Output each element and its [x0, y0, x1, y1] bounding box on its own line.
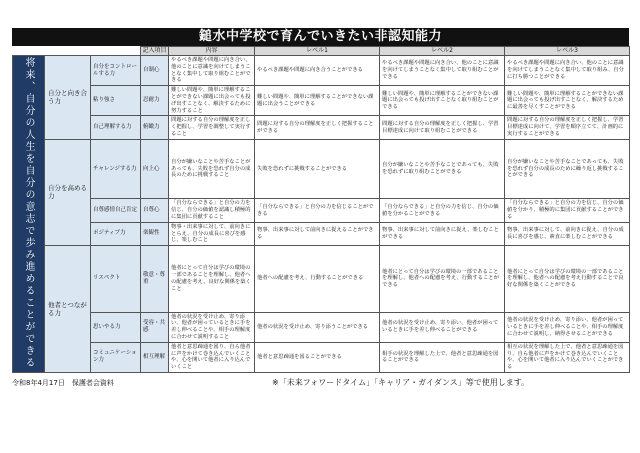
- item-label: 楽観性: [141, 222, 169, 245]
- level3-cell: 「自分ならできる」と自分の力を信じ、自分の価値を分かり、積極的に集団に貢献することができる: [505, 199, 630, 222]
- level1-cell: 物事、出来事に対して前向きに捉えることができる: [255, 222, 380, 245]
- item-label: 忍耐力: [141, 86, 169, 116]
- content-cell: 他者の状況を受け止め、寄り添い、他者が困っているときに手を差し伸べることや、相手の理解度に合わせて説明すること: [169, 312, 255, 342]
- level3-cell: 自分が嫌いなことや苦手なことであっても、失敗を恐れず自分の成長のために繰り返し挑戦することができる: [505, 139, 630, 199]
- level2-cell: 自分が嫌いなことや苦手なことであっても、失敗を恐れずに取り組むことができる: [380, 139, 505, 199]
- level3-cell: やるべき課題や問題に向き合い、他のことに意識を向けてしまうことなく集中して取り組み、自分に打ち勝つことができる: [505, 56, 630, 86]
- level1-cell: 失敗を恐れずに挑戦することができる: [255, 139, 380, 199]
- item-label: 自制心: [141, 56, 169, 86]
- level2-cell: 他者にとって自分は学びの環境の一部であることを理解し、他者への配慮を考え、行動することができる: [380, 246, 505, 312]
- table-row: [13, 199, 630, 222]
- header-level1: レベル1: [255, 47, 380, 56]
- level3-cell: 物事、出来事に対して、前向きに捉え、自分の成長に喜びを感じ、素直に楽しむことができる: [505, 222, 630, 245]
- header-blank: [13, 47, 141, 56]
- table-row: [13, 56, 630, 86]
- level2-cell: 難しい問題や、簡単に理解することができない課題に出会っても投げ出すことなく取り組むことができる: [380, 86, 505, 116]
- table-row: [13, 246, 630, 312]
- content-cell: 難しい問題や、簡単に理解することができない課題に出会っても投げ出すことなく、解決するために努力すること: [169, 86, 255, 116]
- content-cell: 他者にとって自分は学びの環境の一部であることを理解し、他者への配慮を考え、良好な関係を築くこと: [169, 246, 255, 312]
- skills-table: [12, 46, 630, 373]
- sub-label: 自分をコントロールする力: [91, 56, 141, 86]
- level3-cell: 他者にとって自分は学びの環境の一部であることを理解し、他者への配慮を考え行動することで良好な関係を築くことができる: [505, 246, 630, 312]
- table-row: [13, 139, 630, 199]
- content-cell: 問題に対する自分の理解度を正しく把握し、学習を調整して実行すること: [169, 116, 255, 139]
- level3-cell: 相互の状況を理解した上で、他者と意思疎通を図り、自ら他者に声をかけて巻き込んでいくことや、心を開いて他者に入り込んでいくことができる: [505, 342, 630, 372]
- sub-label: 自己理解する力: [91, 116, 141, 139]
- sub-label: 思いやる力: [91, 312, 141, 342]
- item-label: 自尊心: [141, 199, 169, 222]
- table-row: [13, 342, 630, 372]
- level1-cell: 他者への配慮を考え、行動することができる: [255, 246, 380, 312]
- side-label: 将来、自分の人生を自分の意志で歩み進めることができる: [13, 56, 45, 373]
- header-level2: レベル2: [380, 47, 505, 56]
- level3-cell: 他者の状況を受け止め、寄り添い、他者が困っているときに手を差し伸べることや、相手の理解度に合わせて説明し、納得させることができる: [505, 312, 630, 342]
- content-cell: やるべき課題や問題に向き合い、他のことに意識を向けてしまうことなく集中して取り組むことができる: [169, 56, 255, 86]
- content-cell: 他者と意思疎通を図り、自ら他者に声をかけて巻き込んでいくことや、心を開いて他者に入り込んでいくこと: [169, 342, 255, 372]
- level1-cell: やるべき課題や問題に向き合うことができる: [255, 56, 380, 86]
- level3-cell: 難しい問題や、簡単に理解することができない課題に出会っても投げ出すことなく、解決するために最善を尽くすことができる: [505, 86, 630, 116]
- content-cell: 「自分ならできる」と自分の力を信じ、自分の価値を認識し積極的に集団に貢献すること: [169, 199, 255, 222]
- footer-date: 令和8年4月17日 保護者会資料: [12, 379, 114, 387]
- level1-cell: 難しい問題や、簡単に理解することができない課題に出会うことができる: [255, 86, 380, 116]
- level2-cell: 相手の状況を理解した上で、他者と意思疎通を図ることができる: [380, 342, 505, 372]
- sub-label: 自尊感情自己肯定: [91, 199, 141, 222]
- content-cell: 物事・出来事に対して、前向きにとらえ、自分の成長に喜びを感じ、楽しむこと: [169, 222, 255, 245]
- category-cell: 他者とつながる力: [45, 246, 91, 373]
- level1-cell: 問題に対する自分の理解度を正しく把握することができる: [255, 116, 380, 139]
- sub-label: チャレンジする力: [91, 139, 141, 199]
- footer-note: ※「未来フォワードタイム」「キャリア・ガイダンス」等で使用します。: [272, 378, 530, 387]
- sub-label: 粘り強さ: [91, 86, 141, 116]
- sub-label: リスペクト: [91, 246, 141, 312]
- header-level3: レベル3: [505, 47, 630, 56]
- category-cell: 自分と向き合う力: [45, 56, 91, 140]
- header-content: 内容: [169, 47, 255, 56]
- level3-cell: 問題に対する自分の理解度を正しく把握し、学習目標達成に向けて、学習を順序立てて、計画的に実行することができる: [505, 116, 630, 139]
- item-label: 向上心: [141, 139, 169, 199]
- content-cell: 自分が嫌いなことや苦手なことがあっても、失敗を恐れず自分の成長のために挑戦すること: [169, 139, 255, 199]
- level1-cell: 「自分ならできる」と自分の力を信じることができる: [255, 199, 380, 222]
- level2-cell: 「自分ならできる」と自分の力を信じ、自分の価値を分かることができる: [380, 199, 505, 222]
- level2-cell: やるべき課題や問題に向き合い、他のことに意識を向けてしまうことなく集中して取り組むことができる: [380, 56, 505, 86]
- level2-cell: 問題に対する自分の理解度を正しく把握し、学習目標達成に向けて取り組むことができる: [380, 116, 505, 139]
- level2-cell: 物事、出来事に対して前向きに捉え、楽しむことができる: [380, 222, 505, 245]
- level1-cell: 他者の状況を受け止め、寄り添うことができる: [255, 312, 380, 342]
- item-label: 敬意・尊重: [141, 246, 169, 312]
- item-label: 俯瞰力: [141, 116, 169, 139]
- category-cell: 自分を高める力: [45, 139, 91, 245]
- table-row: [13, 222, 630, 245]
- page-title: 鎚水中学校で育んでいきたい非認知能力: [12, 28, 629, 46]
- table-row: [13, 312, 630, 342]
- header-item: 記入項目: [142, 47, 167, 55]
- item-label: 相互理解: [141, 342, 169, 372]
- level2-cell: 他者の状況を受け止め、寄り添い、他者が困っているときに手を差し伸べることができる: [380, 312, 505, 342]
- item-label: 受容・共感: [141, 312, 169, 342]
- table-row: [13, 86, 630, 116]
- level1-cell: 他者と意思疎通を図ることができる: [255, 342, 380, 372]
- sub-label: コミュニケーション力: [91, 342, 141, 372]
- header-row: [13, 47, 630, 56]
- table-row: [13, 116, 630, 139]
- sub-label: ポジティブ力: [91, 222, 141, 245]
